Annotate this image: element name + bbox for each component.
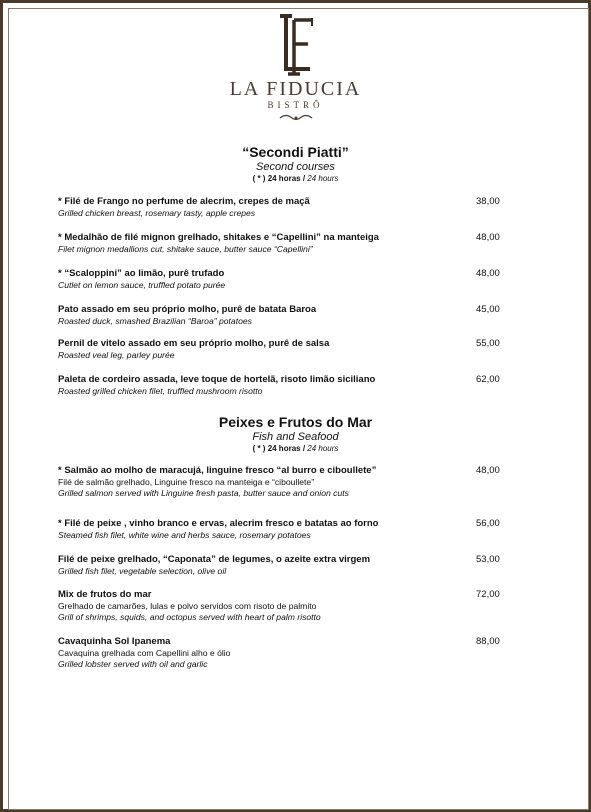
ornament-icon bbox=[276, 113, 316, 123]
menu-item bbox=[58, 374, 508, 397]
section-header-secondi-piatti bbox=[0, 144, 591, 184]
menu-item-name: * Filé de peixe , vinho branco e ervas, alecrim fresco e batatas ao forno bbox=[58, 518, 379, 529]
section-header-peixes bbox=[0, 414, 591, 454]
menu-item-price: 48,00 bbox=[476, 465, 500, 476]
menu-item-name: Pernil de vitelo assado em seu próprio molho, purê de salsa bbox=[58, 338, 330, 349]
menu-item-description: Roasted duck, smashed Brazilian “Baroa” potatoes bbox=[58, 316, 252, 326]
menu-item bbox=[58, 196, 508, 219]
menu-item-price: 62,00 bbox=[476, 374, 500, 385]
menu-item-price: 38,00 bbox=[476, 196, 500, 207]
menu-item-name: Pato assado em seu próprio molho, purê de batata Baroa bbox=[58, 304, 317, 315]
menu-item bbox=[58, 232, 508, 255]
menu-item-price: 55,00 bbox=[476, 338, 500, 349]
menu-item bbox=[58, 304, 508, 327]
section-subtitle: Second courses bbox=[256, 161, 335, 173]
menu-item-name: * “Scaloppini” ao limão, purê trufado bbox=[58, 268, 225, 279]
menu-item-description-pt: Grelhado de camarões, lulas e polvo servidos com risoto de palmito bbox=[58, 601, 317, 611]
menu-item-description: Grilled fish filet, vegetable selection, olive oil bbox=[58, 566, 227, 576]
menu-item-name: * Salmão ao molho de maracujá, linguine fresco “al burro e ciboullete” bbox=[58, 465, 377, 476]
menu-item-name: Cavaquinha Sol Ipanema bbox=[58, 636, 171, 647]
menu-item-price: 48,00 bbox=[476, 232, 500, 243]
menu-item-description: Cutlet on lemon sauce, truffled potato purée bbox=[58, 280, 226, 290]
menu-item-description: Filet mignon medallions cut, shitake sauce, butter sauce “Capellini” bbox=[58, 244, 313, 254]
menu-item bbox=[58, 465, 508, 499]
brand-name: LA FIDUCIA bbox=[229, 78, 362, 100]
menu-item-description-pt: Filé de salmão grelhado, Linguine fresco na manteiga e “ciboullete” bbox=[58, 477, 315, 487]
menu-item-description: Grilled salmon served with Linguine fresh pasta, butter sauce and onion cuts bbox=[58, 488, 349, 498]
menu-item-price: 56,00 bbox=[476, 518, 500, 529]
menu-page-inner-border bbox=[8, 8, 589, 810]
menu-item-price: 72,00 bbox=[476, 589, 500, 600]
menu-item-name: * Medalhão de filé mignon grelhado, shitakes e “Capellini” na manteiga bbox=[58, 232, 379, 243]
menu-item-name: Paleta de cordeiro assada, leve toque de hortelã, risoto limão siciliano bbox=[58, 374, 376, 385]
menu-item-description: Steamed fish filet, white wine and herbs sauce, rosemary potatoes bbox=[58, 530, 311, 540]
section-subtitle: Fish and Seafood bbox=[252, 431, 339, 443]
logo bbox=[0, 14, 591, 123]
menu-item-price: 53,00 bbox=[476, 554, 500, 565]
menu-item-price: 88,00 bbox=[476, 636, 500, 647]
menu-item-description: Roasted veal leg, parley purée bbox=[58, 350, 175, 360]
menu-item bbox=[58, 589, 508, 623]
menu-item-description: Roasted grilled chicken filet, truffled mushroom risotto bbox=[58, 386, 263, 396]
menu-item bbox=[58, 338, 508, 361]
menu-item-name: Filé de peixe grelhado, “Caponata” de legumes, o azeite extra virgem bbox=[58, 554, 371, 565]
menu-item-description-pt: Cavaquina grelhada com Capellini alho e ólio bbox=[58, 648, 231, 658]
menu-item-price: 48,00 bbox=[476, 268, 500, 279]
menu-item-description: Grilled lobster served with oil and garlic bbox=[58, 659, 208, 669]
lf-monogram-logo bbox=[266, 14, 326, 76]
section-note: ( * ) 24 horas / 24 hours bbox=[252, 444, 339, 453]
menu-item bbox=[58, 268, 508, 291]
menu-item bbox=[58, 636, 508, 670]
menu-item-name: * Filé de Frango no perfume de alecrim, crepes de maçã bbox=[58, 196, 310, 207]
section-title: Peixes e Frutos do Mar bbox=[218, 414, 373, 430]
menu-item bbox=[58, 518, 508, 541]
menu-item-description: Grill of shrimps, squids, and octopus served with heart of palm risotto bbox=[58, 612, 321, 622]
menu-item-name: Mix de frutos do mar bbox=[58, 589, 152, 600]
section-note: ( * ) 24 horas / 24 hours bbox=[252, 174, 339, 183]
menu-item-description: Grilled chicken breast, rosemary tasty, apple crepes bbox=[58, 208, 256, 218]
menu-item bbox=[58, 554, 508, 577]
brand-subtitle: BISTRÔ bbox=[267, 100, 324, 110]
section-title: “Secondi Piatti” bbox=[242, 144, 349, 160]
menu-item-price: 45,00 bbox=[476, 304, 500, 315]
